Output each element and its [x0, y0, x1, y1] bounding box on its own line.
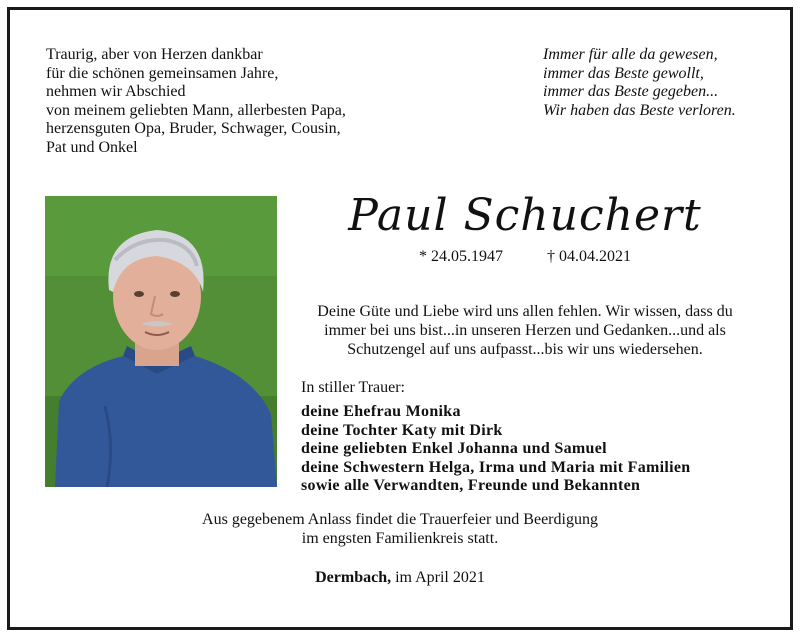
portrait-illustration: [45, 196, 277, 487]
mourners-list: [301, 403, 691, 496]
quote-line: Deine Güte und Liebe wird uns allen fehlen. Wir wissen, dass du: [317, 303, 733, 320]
portrait-photo: [45, 196, 277, 487]
place-and-date: [100, 569, 700, 587]
mourner-line: deine Tochter Katy mit Dirk: [301, 421, 503, 439]
quote-line: immer bei uns bist...in unseren Herzen und Gedanken...und als: [324, 322, 726, 339]
intro-line: für die schönen gemeinsamen Jahre,: [46, 64, 279, 82]
death-date: † 04.04.2021: [547, 248, 631, 265]
publication-date: im April 2021: [391, 569, 485, 586]
intro-line: Traurig, aber von Herzen dankbar: [46, 46, 263, 63]
poem-text: [543, 46, 783, 120]
notice-line: Aus gegebenem Anlass findet die Trauerfeier und Beerdigung: [202, 511, 598, 528]
mourning-label: In stiller Trauer:: [301, 379, 405, 396]
intro-line: von meinem geliebten Mann, allerbesten Papa,: [46, 101, 346, 119]
notice-line: im engsten Familienkreis statt.: [301, 530, 499, 547]
intro-line: nehmen wir Abschied: [46, 83, 186, 101]
place-name: Dermbach,: [315, 569, 392, 586]
poem-line: immer das Beste gewollt,: [543, 64, 704, 82]
poem-line: immer das Beste gegeben...: [543, 83, 719, 101]
mourner-line: deine Schwestern Helga, Irma und Maria mit Familien: [301, 458, 691, 476]
poem-line: Wir haben das Beste verloren.: [543, 101, 736, 119]
intro-text: [46, 46, 446, 158]
mourner-line: sowie alle Verwandten, Freunde und Bekannten: [301, 477, 641, 495]
birth-date: * 24.05.1947: [419, 248, 503, 265]
mourner-line: deine Ehefrau Monika: [301, 403, 461, 420]
deceased-name: Paul Schuchert: [348, 190, 702, 241]
intro-line: Pat und Onkel: [46, 138, 138, 156]
mourner-line: deine geliebten Enkel Johanna und Samuel: [301, 440, 607, 458]
intro-line: herzensguten Opa, Bruder, Schwager, Cousin,: [46, 120, 341, 138]
farewell-quote: [290, 302, 760, 359]
funeral-notice: [100, 510, 700, 548]
poem-line: Immer für alle da gewesen,: [543, 46, 718, 63]
quote-line: Schutzengel auf uns aufpasst...bis wir uns wiedersehen.: [347, 341, 703, 358]
